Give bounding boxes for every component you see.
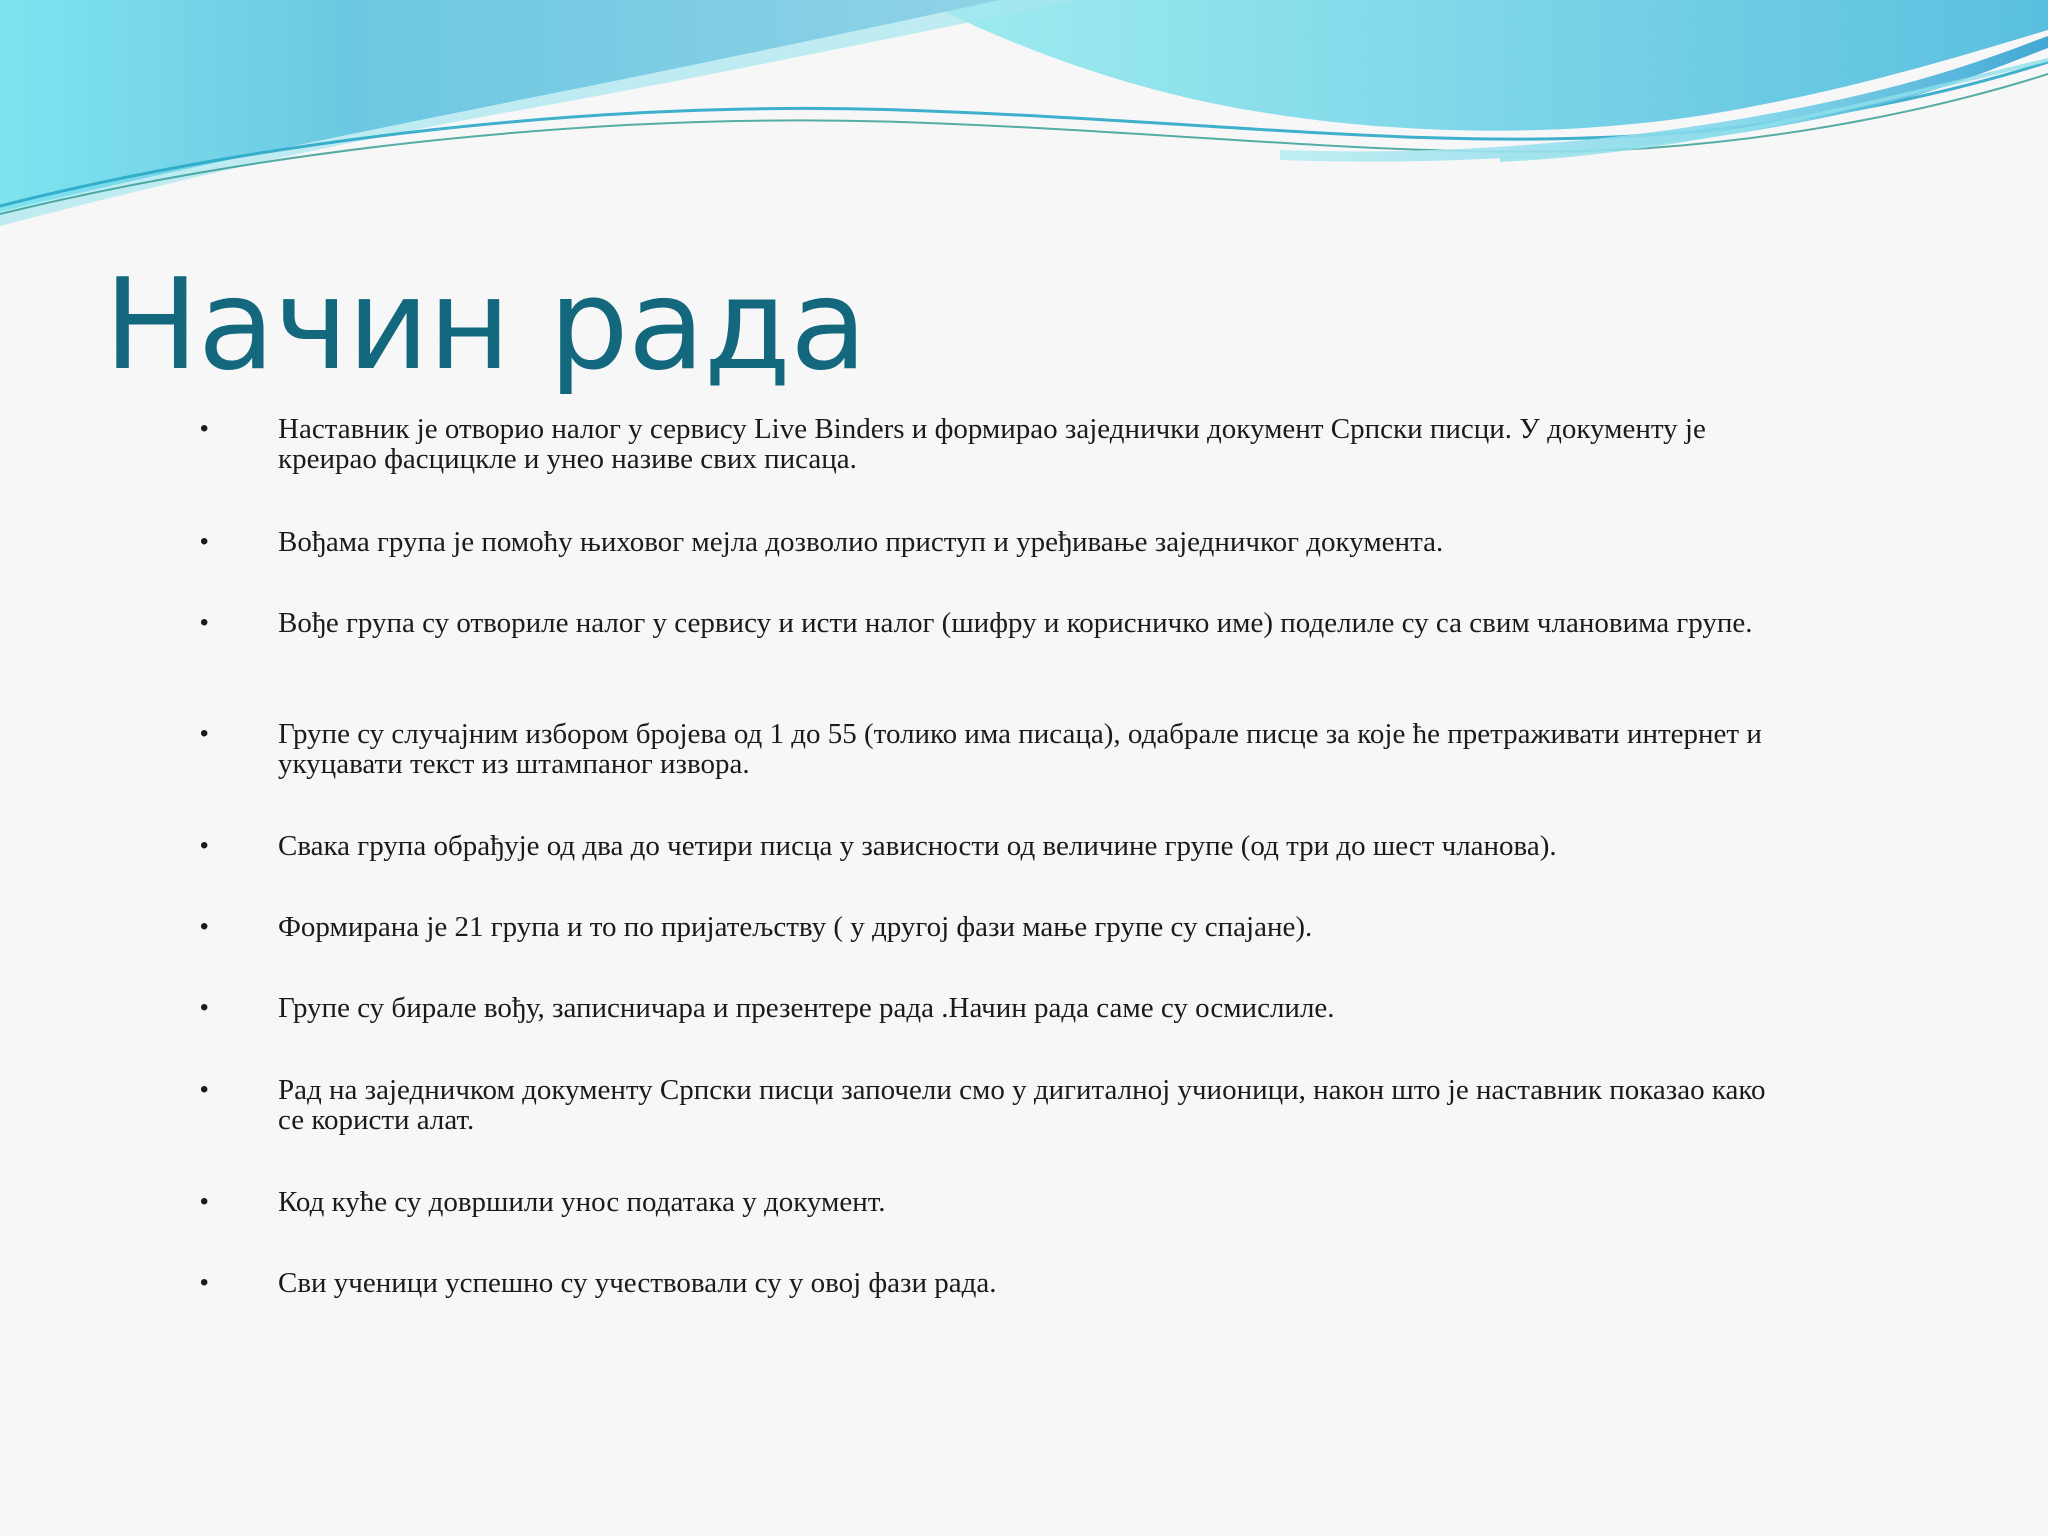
bullet-item xyxy=(200,607,1798,639)
bullet-dot-icon: • xyxy=(200,609,209,636)
bullet-dot-icon: • xyxy=(200,994,209,1021)
header-wave-decoration xyxy=(0,0,2048,240)
bullet-dot-icon: • xyxy=(200,1076,209,1103)
bullet-dot-icon: • xyxy=(200,832,209,859)
bullet-text: Свака група обрађује од два до четири писца у зависности од величине групе (од три до шест чланова). xyxy=(278,830,1557,862)
bullet-item xyxy=(200,992,1798,1024)
bullet-dot-icon: • xyxy=(200,913,209,940)
bullet-item xyxy=(200,911,1798,943)
bullet-dot-icon: • xyxy=(200,720,209,747)
bullet-item xyxy=(200,1267,1798,1299)
bullet-item xyxy=(200,526,1798,558)
bullet-text: Код куће су довршили унос података у документ. xyxy=(278,1186,886,1218)
slide-title: Начин рада xyxy=(104,251,867,398)
bullet-dot-icon: • xyxy=(200,1269,209,1296)
bullet-text: Групе су случајним избором бројева од 1 до 55 (толико има писаца), одабрале писце за које ће претраживати интернет и укуцавати текст из штампаног извора. xyxy=(278,718,1762,780)
bullet-text: Вође група су отвориле налог у сервису и исти налог (шифру и корисничко име) поделиле су са свим члановима групе. xyxy=(278,607,1753,639)
bullet-dot-icon: • xyxy=(200,1188,209,1215)
bullet-item xyxy=(200,1186,1798,1218)
bullet-text: Рад на заједничком документу Српски писци започели смо у дигиталној учионици, након што је наставник показао како се користи алат. xyxy=(278,1074,1766,1136)
bullet-text: Сви ученици успешно су учествовали су у овој фази рада. xyxy=(278,1267,997,1299)
bullet-item xyxy=(200,718,1798,780)
bullet-dot-icon: • xyxy=(200,528,209,555)
bullet-text: Формирана је 21 група и то по пријатељству ( у другој фази мање групе су спајане). xyxy=(278,911,1313,943)
bullet-item xyxy=(200,830,1798,862)
bullet-text: Групе су бирале вођу, записничара и презентере рада .Начин рада саме су осмислиле. xyxy=(278,992,1335,1024)
bullet-item xyxy=(200,1074,1798,1136)
bullet-dot-icon: • xyxy=(200,415,209,442)
bullet-item xyxy=(200,413,1798,475)
bullet-text: Вођама група је помоћу њиховог мејла дозволио приступ и уређивање заједничког документа. xyxy=(278,526,1444,558)
bullet-text: Наставник је отворио налог у сервису Live Binders и формирао заједнички документ Српски писци. У документу је креирао фасцицкле и унео називе свих писаца. xyxy=(278,413,1706,475)
